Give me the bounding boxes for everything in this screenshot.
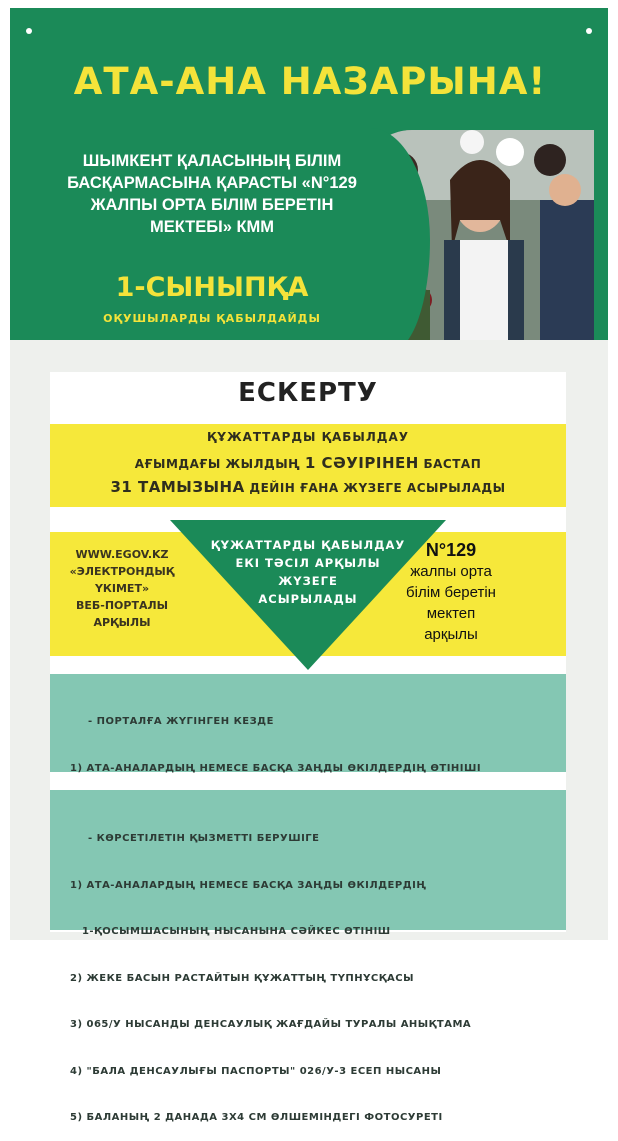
dates-line-3-end: ДЕЙІН ҒАНА ЖҮЗЕГЕ АСЫРЫЛАДЫ xyxy=(244,481,506,495)
portal-heading: - ПОРТАЛҒА ЖҮГІНГЕН КЕЗДЕ xyxy=(88,716,274,727)
school-name-line: ШЫМКЕНТ ҚАЛАСЫНЫҢ БІЛІМ xyxy=(82,152,342,170)
list-item: 3) 065/У НЫСАНДЫ ДЕНСАУЛЫҚ ЖАҒДАЙЫ ТУРАЛЫ АНЫҚТАМА xyxy=(70,1019,472,1030)
methods-center-line: ҚҰЖАТТАРДЫ ҚАБЫЛДАУ xyxy=(210,538,406,552)
list-item: 1-ҚОСЫМШАСЫНЫҢ НЫСАНЫНА СӘЙКЕС ӨТІНІШ xyxy=(70,926,391,937)
corner-dot xyxy=(26,28,32,34)
dates-line-2 xyxy=(50,454,566,472)
egov-line: «ЭЛЕКТРОНДЫҚ xyxy=(69,565,175,578)
list-item: 1) АТА-АНАЛАРДЫҢ НЕМЕСЕ БАСҚА ЗАҢДЫ ӨКІЛДЕРДІҢ ӨТІНІШІ xyxy=(70,762,482,774)
corner-dot xyxy=(586,28,592,34)
egov-line: ВЕБ-ПОРТАЛЫ xyxy=(75,599,169,612)
poster-title: АТА-АНА НАЗАРЫНА! xyxy=(73,60,547,103)
methods-center-line: АСЫРЫЛАДЫ xyxy=(258,592,358,606)
school-method-line: білім беретін мектеп xyxy=(406,584,496,622)
dates-line-1: ҚҰЖАТТАРДЫ ҚАБЫЛДАУ xyxy=(206,430,410,444)
dates-banner xyxy=(50,424,566,507)
school-name-line: МЕКТЕБІ» КММ xyxy=(149,218,275,236)
dates-line-3 xyxy=(50,478,566,496)
school-name xyxy=(62,150,362,238)
school-name-line: БАСҚАРМАСЫНА ҚАРАСТЫ «N°129 xyxy=(67,174,357,192)
methods-center-line: ЖҮЗЕГЕ xyxy=(278,574,338,588)
methods-center-line: ЕКІ ТӘСІЛ АРҚЫЛЫ xyxy=(235,556,381,570)
method-egov xyxy=(66,546,178,631)
service-heading: - КӨРСЕТІЛЕТІН ҚЫЗМЕТТІ БЕРУШІГЕ xyxy=(88,833,320,844)
list-item: 5) БАЛАНЫҢ 2 ДАНАДА 3Х4 СМ ӨЛШЕМІНДЕГІ ФОТОСУРЕТІ xyxy=(70,1112,443,1123)
dates-line-2-text: АҒЫМДАҒЫ ЖЫЛДЫҢ xyxy=(134,457,305,471)
list-item: 4) "БАЛА ДЕНСАУЛЫҒЫ ПАСПОРТЫ" 026/У-3 ЕСЕП НЫСАНЫ xyxy=(70,1065,442,1077)
dates-end: 31 ТАМЫЗЫНА xyxy=(110,478,245,496)
egov-link[interactable]: WWW.EGOV.KZ xyxy=(75,548,169,561)
notice-title: ЕСКЕРТУ xyxy=(238,378,378,408)
school-name-line: ЖАЛПЫ ОРТА БІЛІМ БЕРЕТІН xyxy=(90,196,334,214)
grade-subheading: ОҚУШЫЛАРДЫ ҚАБЫЛДАЙДЫ xyxy=(103,312,321,325)
egov-line: ҮКІМЕТ» xyxy=(94,582,150,595)
egov-line: АРҚЫЛЫ xyxy=(93,616,151,629)
school-method-line: жалпы орта xyxy=(410,563,492,580)
school-number: N°129 xyxy=(425,540,477,560)
list-item: 2) ЖЕКЕ БАСЫН РАСТАЙТЫН ҚҰЖАТТЫҢ ТҮПНҰСҚАСЫ xyxy=(70,972,414,984)
service-list xyxy=(70,800,560,1141)
dates-line-2-end: БАСТАП xyxy=(418,457,482,471)
grade-heading: 1-СЫНЫПҚА xyxy=(115,272,309,303)
school-method-line: арқылы xyxy=(424,626,478,643)
dates-start: 1 СӘУІРІНЕН xyxy=(304,454,419,472)
separator-strip xyxy=(10,340,608,368)
method-school xyxy=(386,540,516,645)
list-item: 1) АТА-АНАЛАРДЫҢ НЕМЕСЕ БАСҚА ЗАҢДЫ ӨКІЛДЕРДІҢ xyxy=(70,879,427,891)
